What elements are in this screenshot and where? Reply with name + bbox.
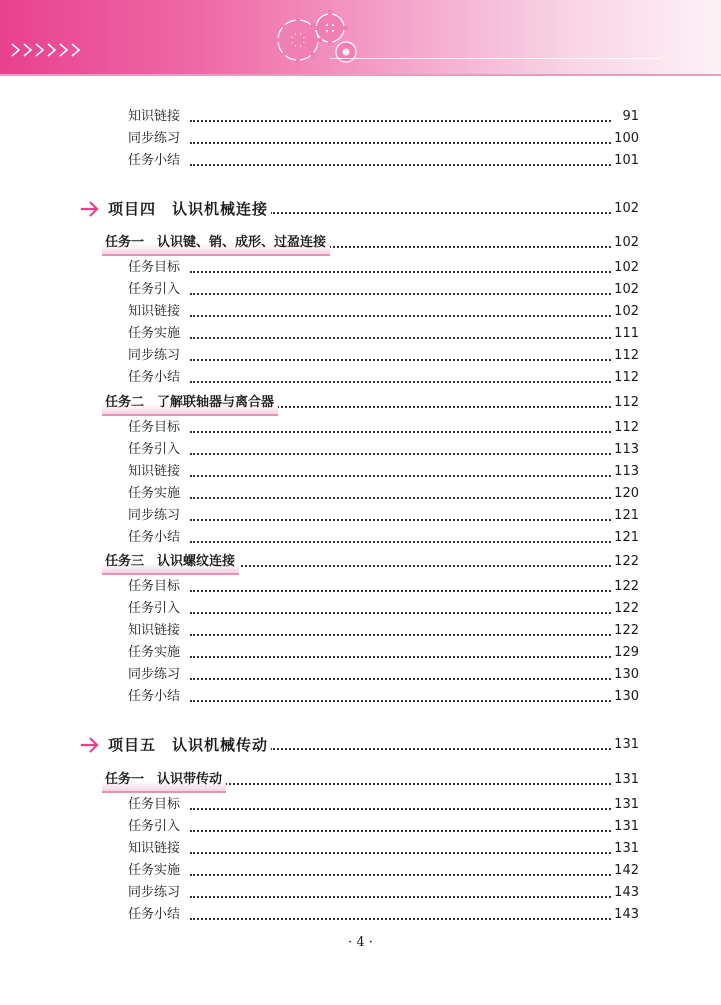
toc-entry-title: 知识链接 — [128, 106, 183, 128]
toc-page-number: 112 — [611, 392, 639, 414]
dot-leader — [190, 918, 611, 920]
toc-entry-title: 知识链接 — [128, 461, 183, 483]
toc-page-number: 102 — [611, 279, 639, 301]
toc-page-number: 129 — [611, 642, 639, 664]
toc-page-number: 131 — [611, 838, 639, 860]
toc-entry-row[interactable] — [0, 150, 721, 172]
arrow-right-icon — [80, 200, 100, 218]
dot-leader — [190, 656, 611, 658]
toc-page-number: 121 — [611, 527, 639, 549]
dot-leader — [190, 874, 611, 876]
toc-entry-row[interactable] — [0, 257, 721, 279]
toc-entry-title: 任务一 认识键、销、成形、过盈连接 — [102, 232, 330, 256]
toc-page-number: 142 — [611, 860, 639, 882]
toc-entry-title: 任务小结 — [128, 367, 183, 389]
arrow-right-icon — [80, 736, 100, 754]
toc-entry-title: 任务目标 — [128, 794, 183, 816]
toc-entry-row[interactable] — [0, 301, 721, 323]
toc-entry-row[interactable] — [0, 816, 721, 838]
toc-entry-title: 任务实施 — [128, 860, 183, 882]
dot-leader — [190, 830, 611, 832]
toc-entry-row[interactable] — [0, 279, 721, 301]
toc-entry-title: 任务二 了解联轴器与离合器 — [102, 392, 278, 416]
toc-page-number: 111 — [611, 323, 639, 345]
toc-entry-title: 同步练习 — [128, 505, 183, 527]
toc-page-number: 112 — [611, 417, 639, 439]
toc-entry-row[interactable] — [0, 686, 721, 708]
toc-entry-title: 项目四 认识机械连接 — [108, 198, 271, 220]
toc-entry-title: 任务引入 — [128, 816, 183, 838]
toc-task-row[interactable] — [0, 769, 721, 791]
dot-leader — [190, 808, 611, 810]
toc-entry-title: 任务引入 — [128, 439, 183, 461]
toc-entry-title: 同步练习 — [128, 882, 183, 904]
toc-entry-title: 任务小结 — [128, 686, 183, 708]
toc-entry-row[interactable] — [0, 620, 721, 642]
dot-leader — [190, 852, 611, 854]
toc-project-row[interactable] — [0, 734, 721, 756]
toc-entry-row[interactable] — [0, 904, 721, 926]
toc-page-number: 101 — [611, 150, 639, 172]
dot-leader — [190, 315, 611, 317]
toc-entry-title: 任务实施 — [128, 483, 183, 505]
page-number: · 4 · — [348, 935, 373, 950]
toc-entry-title: 同步练习 — [128, 128, 183, 150]
dot-leader — [190, 475, 611, 477]
toc-entry-row[interactable] — [0, 417, 721, 439]
toc-page-number: 131 — [611, 734, 639, 756]
dot-leader — [190, 337, 611, 339]
toc-page-number: 102 — [611, 198, 639, 220]
dot-leader — [190, 142, 611, 144]
toc-page-number: 113 — [611, 439, 639, 461]
toc-page-number: 130 — [611, 664, 639, 686]
toc-entry-title: 任务小结 — [128, 527, 183, 549]
dot-leader — [270, 748, 611, 750]
dot-leader — [190, 896, 611, 898]
toc-entry-title: 同步练习 — [128, 345, 183, 367]
toc-entry-title: 项目五 认识机械传动 — [108, 734, 271, 756]
toc-entry-row[interactable] — [0, 860, 721, 882]
toc-entry-title: 任务小结 — [128, 904, 183, 926]
toc-entry-title: 任务实施 — [128, 323, 183, 345]
dot-leader — [190, 431, 611, 433]
toc-task-row[interactable] — [0, 551, 721, 573]
toc-entry-row[interactable] — [0, 664, 721, 686]
toc-page-number: 120 — [611, 483, 639, 505]
toc-entry-row[interactable] — [0, 527, 721, 549]
toc-entry-row[interactable] — [0, 505, 721, 527]
toc-entry-row[interactable] — [0, 838, 721, 860]
dot-leader — [190, 634, 611, 636]
toc-entry-row[interactable] — [0, 642, 721, 664]
dot-leader — [190, 519, 611, 521]
toc-entry-row[interactable] — [0, 367, 721, 389]
toc-task-row[interactable] — [0, 392, 721, 414]
toc-page-number: 112 — [611, 345, 639, 367]
toc-entry-title: 知识链接 — [128, 301, 183, 323]
toc-page-number: 130 — [611, 686, 639, 708]
toc-entry-title: 知识链接 — [128, 620, 183, 642]
toc-page-number: 91 — [619, 106, 639, 128]
dot-leader — [190, 164, 611, 166]
toc-entry-title: 知识链接 — [128, 838, 183, 860]
toc-entry-title: 任务目标 — [128, 257, 183, 279]
dot-leader — [190, 700, 611, 702]
dot-leader — [190, 497, 611, 499]
dot-leader — [190, 293, 611, 295]
toc-page-number: 100 — [611, 128, 639, 150]
toc-entry-title: 任务目标 — [128, 576, 183, 598]
dot-leader — [270, 212, 611, 214]
toc-page-number: 112 — [611, 367, 639, 389]
toc-project-row[interactable] — [0, 198, 721, 220]
toc-page-number: 102 — [611, 232, 639, 254]
dot-leader — [190, 271, 611, 273]
toc-entry-row[interactable] — [0, 882, 721, 904]
toc-entry-row[interactable] — [0, 323, 721, 345]
toc-page-number: 143 — [611, 882, 639, 904]
toc-page-number: 121 — [611, 505, 639, 527]
dot-leader — [190, 381, 611, 383]
dot-leader — [190, 612, 611, 614]
toc-page-number: 102 — [611, 257, 639, 279]
toc-page-number: 131 — [611, 769, 639, 791]
toc-page-number: 131 — [611, 816, 639, 838]
toc-page-number: 122 — [611, 598, 639, 620]
toc-entry-row[interactable] — [0, 128, 721, 150]
dot-leader — [190, 359, 611, 361]
toc-page-number: 122 — [611, 551, 639, 573]
toc-entry-row[interactable] — [0, 345, 721, 367]
toc-entry-title: 任务小结 — [128, 150, 183, 172]
toc-page-number: 131 — [611, 794, 639, 816]
dot-leader — [190, 453, 611, 455]
dot-leader — [190, 541, 611, 543]
toc-page-number: 122 — [611, 576, 639, 598]
toc-entry-row[interactable] — [0, 106, 721, 128]
toc-entry-row[interactable] — [0, 794, 721, 816]
dot-leader — [190, 590, 611, 592]
toc-entry-row[interactable] — [0, 439, 721, 461]
toc-task-row[interactable] — [0, 232, 721, 254]
toc-page-number: 122 — [611, 620, 639, 642]
toc-entry-title: 同步练习 — [128, 664, 183, 686]
toc-page-number: 102 — [611, 301, 639, 323]
toc-entry-row[interactable] — [0, 483, 721, 505]
toc-entry-title: 任务引入 — [128, 279, 183, 301]
toc-entry-row[interactable] — [0, 576, 721, 598]
toc-entry-title: 任务实施 — [128, 642, 183, 664]
toc-entry-title: 任务一 认识带传动 — [102, 769, 226, 793]
toc-entry-title: 任务目标 — [128, 417, 183, 439]
toc-entry-row[interactable] — [0, 461, 721, 483]
toc-entry-title: 任务三 认识螺纹连接 — [102, 551, 239, 575]
dot-leader — [190, 678, 611, 680]
toc-entry-row[interactable] — [0, 598, 721, 620]
toc-page-number: 113 — [611, 461, 639, 483]
toc-entry-title: 任务引入 — [128, 598, 183, 620]
dot-leader — [190, 120, 611, 122]
toc-page-number: 143 — [611, 904, 639, 926]
